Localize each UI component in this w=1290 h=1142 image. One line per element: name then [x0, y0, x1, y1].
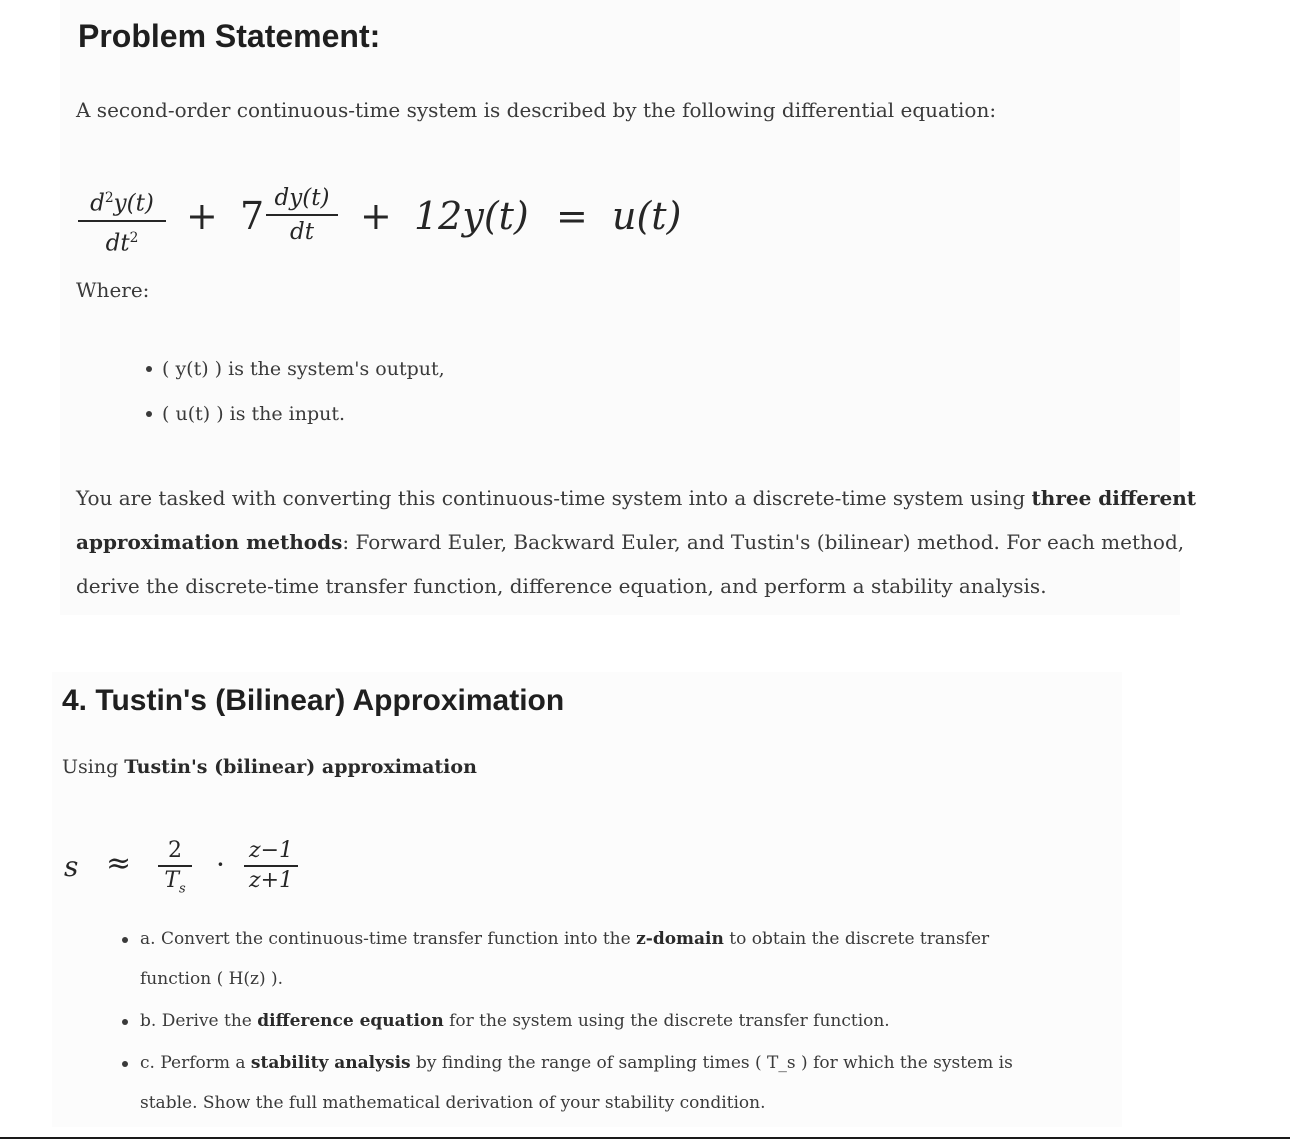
term-12y: 12y(t) — [414, 194, 529, 238]
f1-den-sub: s — [179, 881, 186, 897]
f1-den-t: T — [164, 868, 179, 893]
rhs-u: u(t) — [612, 194, 682, 238]
f1-denominator — [158, 870, 192, 900]
two-over-ts-fraction — [158, 840, 192, 900]
frac2-numerator: dy(t) — [274, 185, 330, 211]
frac1-bar — [78, 220, 166, 222]
bottom-divider — [0, 1137, 1290, 1139]
f2-numerator: z−1 — [248, 838, 294, 863]
item-c-line2: stable. Show the full mathematical derivation of your stability condition. — [140, 1093, 766, 1113]
task-line-1 — [76, 476, 1197, 520]
z-fraction — [244, 840, 298, 892]
problem-heading: Problem Statement: — [78, 18, 381, 54]
item-c-line1 — [140, 1048, 1120, 1088]
list-item: ( y(t) ) is the system's output, — [146, 356, 445, 401]
f1-numerator: 2 — [168, 838, 182, 863]
list-item — [120, 924, 1120, 1004]
list-item — [120, 1048, 1120, 1128]
task-line1-text: You are tasked with converting this continuous-time system into a discrete-time system using — [76, 486, 1032, 510]
task-paragraph — [76, 476, 1197, 608]
using-line — [62, 756, 477, 778]
frac2-denominator: dt — [290, 219, 314, 245]
frac1-num-sup: 2 — [104, 190, 114, 206]
item-c-bold: stability analysis — [250, 1053, 411, 1073]
frac1-numerator — [78, 186, 166, 216]
where-label: Where: — [76, 278, 150, 302]
task-line-3: derive the discrete-time transfer function, difference equation, and perform a stability analysis. — [76, 574, 1047, 598]
plus-sign-2: + — [360, 194, 392, 238]
list-item — [120, 1006, 1120, 1046]
item-b-post: for the system using the discrete transfer function. — [443, 1011, 890, 1031]
item-a-bold: z-domain — [636, 929, 724, 949]
f2-denominator: z+1 — [248, 868, 294, 893]
item-b-bold: difference equation — [257, 1011, 444, 1031]
f2-bar — [244, 865, 298, 867]
tustin-heading: 4. Tustin's (Bilinear) Approximation — [62, 684, 565, 717]
frac1-denominator — [78, 226, 166, 256]
plus-sign-1: + — [186, 194, 218, 238]
second-derivative-fraction — [78, 186, 166, 255]
equals-sign: = — [556, 194, 588, 238]
frac1-den-dt: dt — [105, 230, 130, 257]
dot-operator: · — [216, 848, 225, 881]
coefficient-7: 7 — [240, 194, 265, 238]
item-a-line2: function ( H(z) ). — [140, 969, 284, 989]
first-derivative-fraction — [266, 186, 338, 244]
using-text: Using — [62, 756, 125, 778]
frac1-num-rest: y(t) — [113, 190, 154, 217]
item-a-pre: a. Convert the continuous-time transfer function into the — [140, 929, 637, 949]
frac2-bar — [266, 214, 338, 216]
frac1-num-d: d — [90, 190, 105, 217]
frac1-den-sup: 2 — [129, 229, 139, 246]
list-item: ( u(t) ) is the input. — [146, 401, 445, 446]
task-line1-bold: three different — [1031, 486, 1197, 510]
item-a-post: to obtain the discrete transfer — [723, 929, 990, 949]
f1-bar — [158, 865, 192, 867]
approx-sign: ≈ — [106, 846, 132, 881]
task-line2-bold: approximation methods — [76, 530, 343, 554]
item-b-pre: b. Derive the — [140, 1011, 258, 1031]
using-bold: Tustin's (bilinear) approximation — [124, 756, 477, 778]
problem-intro: A second-order continuous-time system is described by the following differential equation: — [76, 98, 997, 122]
item-c-pre: c. Perform a — [140, 1053, 251, 1073]
item-a-line1 — [140, 924, 1120, 964]
item-b-line1 — [140, 1006, 1120, 1046]
item-c-post: by finding the range of sampling times ( T_s ) for which the system is — [410, 1053, 1013, 1073]
formula-s: s — [64, 850, 79, 883]
task-line-2 — [76, 520, 1185, 564]
task-line2-text: : Forward Euler, Backward Euler, and Tustin's (bilinear) method. For each method, — [342, 530, 1185, 554]
where-list — [146, 356, 445, 446]
tustin-task-list — [120, 924, 1120, 1130]
